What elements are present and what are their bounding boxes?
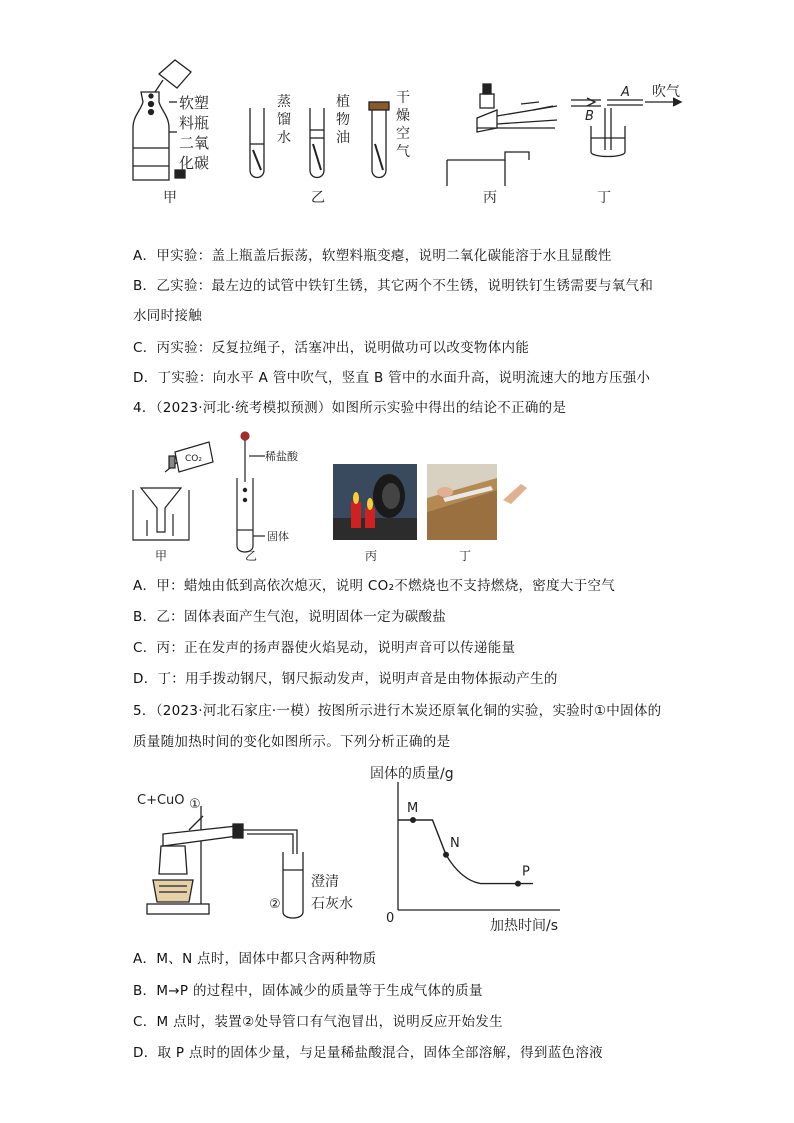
q5-stem-line1: 5．（2023·河北石家庄·一模）按图所示进行木炭还原氧化铜的实验，实验时①中固体的 [133, 703, 662, 719]
q5-option-c: C．M 点时，装置②处导管口有气泡冒出，说明反应开始发生 [133, 1014, 503, 1030]
chart-origin: 0 [386, 911, 395, 926]
chart-curve [398, 820, 533, 884]
chart-points [407, 801, 530, 887]
fig1-ding-apparatus [571, 98, 681, 157]
mass-curve [398, 820, 533, 884]
q4-yi-apparatus [237, 432, 265, 552]
ding-label-b: B [585, 109, 594, 124]
q4-option-b: B．乙：固体表面产生气泡，说明固体一定为碳酸盐 [133, 609, 447, 625]
q5-chart [362, 760, 602, 940]
yi-label-10: 气 [396, 144, 410, 160]
yi-label-4: 植 [336, 94, 350, 110]
yi-label-8: 燥 [396, 108, 410, 124]
caption-ding: 丁 [597, 190, 611, 206]
q4-figure [125, 428, 535, 570]
caption-yi: 乙 [311, 190, 325, 206]
yi-label-7: 干 [396, 90, 410, 106]
point-n [443, 852, 449, 858]
point-p [515, 881, 521, 887]
point-label-m: M [407, 801, 419, 816]
q4-option-c: C．丙：正在发声的扬声器使火焰晃动，说明声音可以传递能量 [133, 640, 516, 656]
point-label-n: N [450, 835, 460, 851]
q3-option-b: B．乙实验：最左边的试管中铁钉生锈，其它两个不生锈，说明铁钉生锈需要与氧气和 [133, 278, 654, 294]
jia-label-3: 二氧 [179, 134, 210, 152]
q5-label-n2: ② [269, 897, 281, 912]
q4-stem: 4．（2023·河北·统考模拟预测）如图所示实验中得出的结论不正确的是 [133, 400, 567, 416]
q5-option-d: D．取 P 点时的固体少量，与足量稀盐酸混合，固体全部溶解，得到蓝色溶液 [133, 1045, 603, 1061]
point-m [410, 817, 416, 823]
caption-jia: 甲 [163, 190, 177, 206]
q3-figure [125, 58, 705, 218]
ding-label-blow: 吹气 [652, 84, 680, 100]
chart-xlabel: 加热时间/s [490, 918, 559, 934]
caption-bing: 丙 [483, 190, 497, 206]
q4-caption-jia: 甲 [155, 549, 168, 563]
jia-label-2: 料瓶 [179, 114, 210, 132]
q5-stem-line2: 质量随加热时间的变化如图所示。下列分析正确的是 [133, 734, 451, 750]
q4-caption-bing: 丙 [365, 549, 378, 563]
fig1-yi-tubes [250, 102, 389, 178]
jia-label-4: 化碳 [179, 154, 210, 172]
q4-option-d: D．丁：用手拨动钢尺，钢尺振动发声，说明声音是由物体振动产生的 [133, 671, 558, 687]
yi-label-3: 水 [277, 130, 291, 146]
point-label-p: P [522, 864, 530, 880]
yi-label-1: 蒸 [277, 94, 291, 110]
q4-label-solid: 固体 [267, 530, 289, 543]
chart-axes [398, 782, 560, 910]
q3-option-a: A．甲实验：盖上瓶盖后振荡，软塑料瓶变瘪，说明二氧化碳能溶于水且显酸性 [133, 248, 612, 264]
yi-label-6: 油 [336, 130, 350, 146]
fig1-bing-apparatus [447, 84, 557, 186]
jia-label-1: 软塑 [179, 94, 210, 112]
q5-label-lime1: 澄清 [311, 874, 339, 890]
q4-option-a: A．甲：蜡烛由低到高依次熄灭，说明 CO₂不燃烧也不支持燃烧，密度大于空气 [133, 578, 616, 594]
q5-label-reactant: C+CuO [137, 793, 185, 808]
q5-option-a: A．M、N 点时，固体中都只含两种物质 [133, 951, 377, 967]
q3-option-b-cont: 水同时接触 [133, 308, 202, 324]
q3-option-c: C．丙实验：反复拉绳子，活塞冲出，说明做功可以改变物体内能 [133, 340, 530, 356]
ding-label-a: A [621, 85, 630, 100]
yi-label-5: 物 [336, 112, 350, 128]
q3-option-d: D．丁实验：向水平 A 管中吹气，竖直 B 管中的水面升高，说明流速大的地方压强小 [133, 370, 651, 386]
yi-label-2: 馏 [277, 112, 291, 128]
q4-ding-photo [427, 464, 527, 540]
q5-apparatus [133, 786, 373, 926]
q5-option-b: B．M→P 的过程中，固体减少的质量等于生成气体的质量 [133, 983, 483, 999]
yi-label-9: 空 [396, 126, 410, 142]
chart-ylabel: 固体的质量/g [370, 766, 454, 782]
q4-label-co2: CO₂ [185, 454, 202, 464]
q5-label-n1: ① [189, 797, 201, 812]
q4-caption-ding: 丁 [459, 549, 472, 563]
q4-bing-photo [333, 464, 417, 540]
q4-label-acid: 稀盐酸 [265, 450, 298, 463]
q5-label-lime2: 石灰水 [311, 896, 353, 912]
q4-caption-yi: 乙 [245, 549, 258, 563]
